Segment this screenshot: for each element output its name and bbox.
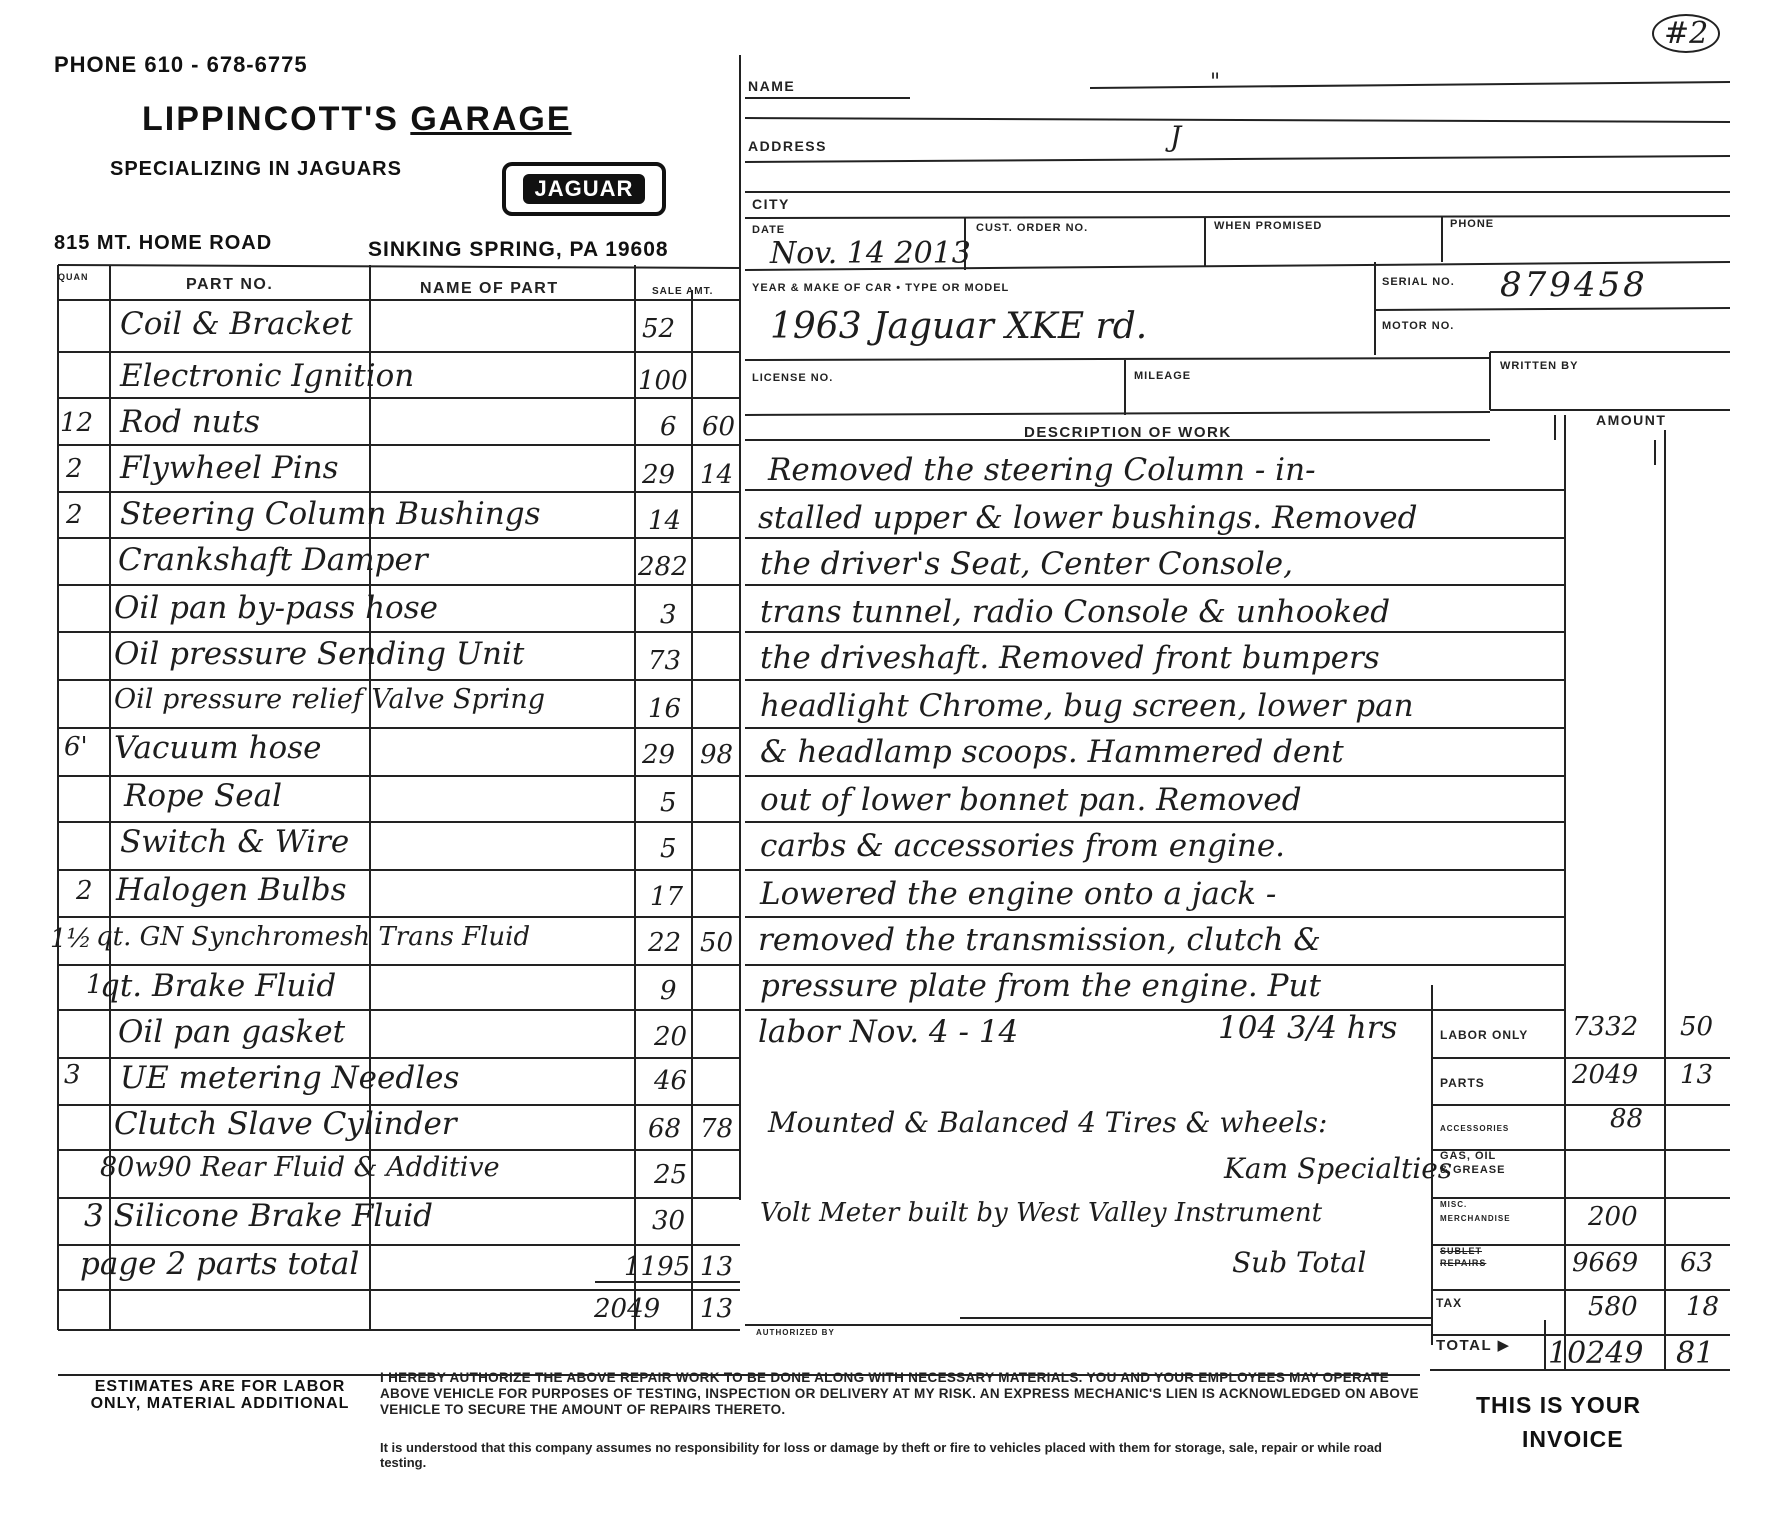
subtotal-cents: 63 [1680,1248,1714,1278]
accessories-dollars: 88 [1610,1104,1644,1134]
accessories-label: ACCESSORIES [1440,1124,1510,1133]
part-dollars: 68 [648,1114,682,1144]
name-label: NAME [748,78,796,94]
part-name: Oil pan gasket [118,1014,346,1050]
mileage-label: MILEAGE [1134,370,1192,382]
labor-only-label: LABOR ONLY [1440,1028,1529,1042]
work-line: Lowered the engine onto a jack - [760,876,1277,912]
year-make-label: YEAR & MAKE OF CAR • TYPE OR MODEL [752,282,1010,294]
work-line: pressure plate from the engine. Put [760,968,1321,1004]
amount-header: AMOUNT [1596,412,1667,428]
kam-line: Kam Specialties [1224,1152,1453,1185]
part-name: page 2 parts total [80,1246,360,1282]
name-value: " [1210,70,1221,95]
mounted-line: Mounted & Balanced 4 Tires & wheels: [768,1106,1328,1139]
part-dollars: 22 [648,928,682,958]
part-qty: 2 [76,876,93,906]
part-dollars: 1195 [624,1252,691,1282]
part-qty: 2 [66,500,83,530]
total-dollars: 10249 [1548,1336,1644,1371]
address-value: J [1170,120,1182,153]
part-qty: 2 [66,454,83,484]
part-cents: 78 [700,1114,734,1144]
part-name: Switch & Wire [120,824,350,860]
part-cents: 50 [700,928,734,958]
part-dollars: 17 [650,882,684,912]
labor-dates: labor Nov. 4 - 14 [758,1014,1019,1050]
work-line: stalled upper & lower bushings. Removed [758,500,1418,536]
part-name: qt. Brake Fluid [100,968,337,1004]
page-number-mark: #2 [1652,14,1720,53]
motor-label: MOTOR NO. [1382,320,1455,332]
grease-label: & GREASE [1440,1164,1506,1176]
part-qty: 1 [86,970,103,1000]
total-label: TOTAL ▶ [1436,1337,1511,1354]
address-city: SINKING SPRING, PA 19608 [368,238,669,261]
quan-header: QUAN [58,272,89,282]
year-make-value: 1963 Jaguar XKE rd. [770,306,1148,347]
sublet-label: SUBLET [1440,1246,1482,1256]
part-name: Clutch Slave Cylinder [114,1106,457,1142]
part-dollars: 25 [654,1160,688,1190]
sale-amt-header: SALE AMT. [652,286,714,297]
when-promised-label: WHEN PROMISED [1214,220,1323,232]
tax-cents: 18 [1686,1292,1720,1322]
part-cents: 13 [700,1252,734,1282]
part-no-header: PART NO. [186,276,274,293]
specializing-text: SPECIALIZING IN JAGUARS [110,158,402,180]
part-name: Coil & Bracket [120,306,353,342]
garage-name-part2: GARAGE [410,100,572,138]
part-name: Oil pressure relief Valve Spring [114,684,545,715]
labor-only-cents: 50 [1680,1012,1714,1042]
part-dollars: 29 [642,460,676,490]
part-name: 3 Silicone Brake Fluid [84,1198,433,1234]
part-name: Steering Column Bushings [120,496,541,532]
work-line: the driveshaft. Removed front bumpers [760,640,1380,676]
subtotal-line: Sub Total [1232,1246,1367,1279]
jaguar-logo-text: JAGUAR [523,174,646,204]
part-dollars: 16 [648,694,682,724]
part-dollars: 5 [660,834,677,864]
work-line: trans tunnel, radio Console & unhooked [760,594,1391,630]
work-line: carbs & accessories from engine. [760,828,1286,864]
part-qty: 6' [64,732,88,762]
labor-only-dollars: 7332 [1572,1012,1639,1042]
merchandise-label: MERCHANDISE [1440,1214,1511,1223]
part-name: Halogen Bulbs [116,872,347,908]
authorization-text: I HEREBY AUTHORIZE THE ABOVE REPAIR WORK TO BE DONE ALONG WITH NECESSARY MATERIALS. YOU AND YOUR EMPLOYEES MAY OPERATE ABOVE VEHICLE FOR PURPOSES OF TESTING, INSPECTION OR DELIVERY AT MY RISK. AN EXPRESS MECHANIC'S LIEN IS ACKNOWLEDGED ON ABOVE VEHICLE TO SECURE THE AMOUNT OF REPAIRS THERETO. [380,1370,1419,1417]
part-dollars: 2049 [594,1294,661,1324]
cust-order-label: CUST. ORDER NO. [976,222,1089,234]
city-label: CITY [752,196,790,212]
part-dollars: 6 [660,412,677,442]
parts-cents: 13 [1680,1060,1714,1090]
phone-label: PHONE [1450,218,1495,230]
misc-dollars: 200 [1588,1202,1638,1232]
total-cents: 81 [1676,1336,1715,1371]
part-name: Electronic Ignition [120,358,415,394]
work-line: the driver's Seat, Center Console, [760,546,1293,582]
liability-text: It is understood that this company assumes no responsibility for loss or damage by theft or fire to vehicles placed with them for storage, sale, repair or while road testing. [380,1440,1382,1470]
part-name: Rope Seal [124,778,283,814]
part-name: Oil pan by-pass hose [114,590,438,626]
part-name: Flywheel Pins [120,450,339,486]
part-dollars: 52 [642,314,676,344]
part-dollars: 100 [638,366,688,396]
authorized-by-label: AUTHORIZED BY [756,1328,835,1337]
part-dollars: 46 [654,1066,688,1096]
subtotal-dollars: 9669 [1572,1248,1639,1278]
volt-meter-line: Volt Meter built by West Valley Instrument [760,1198,1323,1228]
part-qty: 1½ [50,924,92,954]
address-label: ADDRESS [748,138,827,154]
license-label: LICENSE NO. [752,372,834,384]
part-name: Vacuum hose [114,730,322,766]
part-name: qt. GN Synchromesh Trans Fluid [96,922,531,952]
part-cents: 14 [700,460,734,490]
part-cents: 60 [702,412,736,442]
part-name: Crankshaft Damper [118,542,428,578]
parts-label: PARTS [1440,1076,1485,1090]
invoice-line-1: THIS IS YOUR [1476,1392,1641,1418]
part-dollars: 5 [660,788,677,818]
description-header: DESCRIPTION OF WORK [1024,424,1232,441]
phone-number: PHONE 610 - 678-6775 [54,52,308,77]
misc-label: MISC. [1440,1200,1468,1209]
part-dollars: 73 [648,646,682,676]
serial-value: 879458 [1500,265,1648,305]
invoice-line-2: INVOICE [1522,1426,1624,1452]
labor-hours: 104 3/4 hrs [1218,1010,1398,1046]
date-value: Nov. 14 2013 [770,236,971,271]
gas-oil-label: GAS, OIL [1440,1150,1497,1162]
part-dollars: 29 [642,740,676,770]
jaguar-logo [502,162,666,216]
work-line: headlight Chrome, bug screen, lower pan [760,688,1414,724]
part-dollars: 30 [652,1206,686,1236]
repairs-label: REPAIRS [1440,1258,1487,1268]
parts-dollars: 2049 [1572,1060,1639,1090]
address-street: 815 MT. HOME ROAD [54,232,273,254]
tax-dollars: 580 [1588,1292,1638,1322]
tax-label: TAX [1436,1296,1463,1310]
part-dollars: 9 [660,976,677,1006]
work-line: & headlamp scoops. Hammered dent [760,734,1344,770]
work-line: out of lower bonnet pan. Removed [760,782,1302,818]
part-dollars: 20 [654,1022,688,1052]
written-by-label: WRITTEN BY [1500,360,1579,372]
serial-label: SERIAL NO. [1382,276,1455,288]
date-label: DATE [752,224,786,236]
estimates-note: ESTIMATES ARE FOR LABOR ONLY, MATERIAL ADDITIONAL [90,1378,350,1412]
part-dollars: 14 [648,506,682,536]
work-line: removed the transmission, clutch & [758,922,1321,958]
part-qty: 12 [60,408,94,438]
name-of-part-header: NAME OF PART [420,280,559,297]
part-dollars: 282 [638,552,688,582]
part-cents: 98 [700,740,734,770]
garage-name [142,100,572,139]
work-line: Removed the steering Column - in- [768,452,1316,488]
part-name: UE metering Needles [120,1060,460,1096]
part-cents: 13 [700,1294,734,1324]
part-name: Oil pressure Sending Unit [114,636,525,672]
part-name: 80w90 Rear Fluid & Additive [100,1152,500,1183]
part-qty: 3 [64,1060,81,1090]
garage-name-part1: LIPPINCOTT'S [142,100,399,138]
part-dollars: 3 [660,600,677,630]
part-name: Rod nuts [120,404,260,440]
